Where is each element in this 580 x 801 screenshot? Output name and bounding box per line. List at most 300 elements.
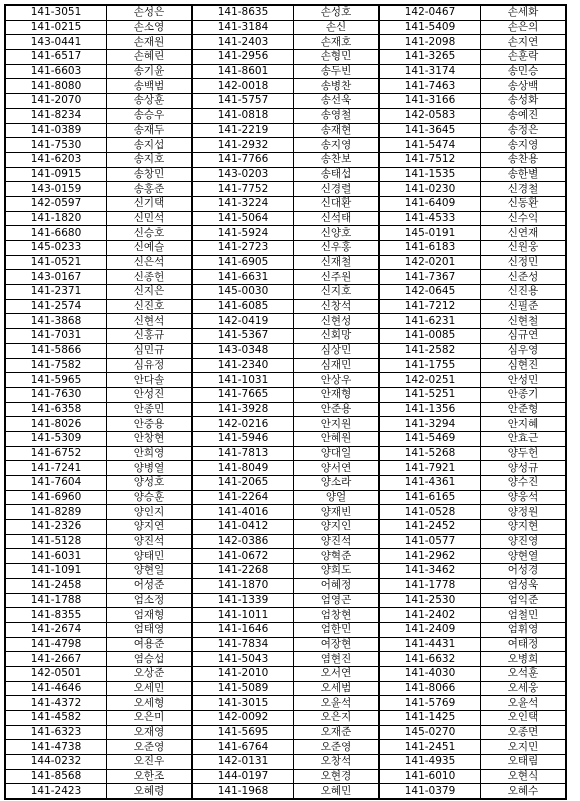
person-name-cell: 양웅석: [481, 490, 567, 505]
id-number-cell: 141-3051: [5, 5, 107, 20]
person-name-cell: 신동환: [481, 196, 567, 211]
person-name-cell: 엄익준: [481, 593, 567, 608]
id-number-cell: 141-1031: [192, 373, 294, 388]
person-name-cell: 송찬용: [481, 152, 567, 167]
table-row: [5, 490, 566, 505]
person-name-cell: 손신: [294, 20, 380, 35]
person-name-cell: 양수진: [481, 476, 567, 491]
table-row: [5, 5, 566, 20]
table-row: [5, 226, 566, 241]
id-number-cell: 142-0251: [379, 373, 481, 388]
table-row: [5, 64, 566, 79]
person-name-cell: 송정은: [481, 123, 567, 138]
id-number-cell: 141-8601: [192, 64, 294, 79]
person-name-cell: 신민석: [107, 211, 193, 226]
person-name-cell: 손재호: [294, 35, 380, 50]
id-number-cell: 141-6517: [5, 50, 107, 65]
id-number-cell: 141-3015: [192, 696, 294, 711]
id-number-cell: 141-2264: [192, 490, 294, 505]
person-name-cell: 손은의: [481, 20, 567, 35]
id-number-cell: 142-0201: [379, 255, 481, 270]
table-row: [5, 402, 566, 417]
id-number-cell: 141-5474: [379, 138, 481, 153]
person-name-cell: 오혜수: [481, 784, 567, 799]
table-row: [5, 564, 566, 579]
table-row: [5, 373, 566, 388]
person-name-cell: 여장현: [294, 637, 380, 652]
person-name-cell: 양태민: [107, 549, 193, 564]
id-number-cell: 141-4646: [5, 681, 107, 696]
id-number-cell: 141-2098: [379, 35, 481, 50]
id-number-cell: 141-2458: [5, 578, 107, 593]
id-number-cell: 141-2452: [379, 520, 481, 535]
id-number-cell: 142-0597: [5, 196, 107, 211]
id-number-cell: 141-6323: [5, 725, 107, 740]
table-row: [5, 534, 566, 549]
person-name-cell: 심우영: [481, 343, 567, 358]
table-row: [5, 769, 566, 784]
id-number-cell: 141-8568: [5, 769, 107, 784]
id-number-cell: 141-5064: [192, 211, 294, 226]
id-number-cell: 141-8234: [5, 108, 107, 123]
person-name-cell: 송한별: [481, 167, 567, 182]
person-name-cell: 양대일: [294, 446, 380, 461]
person-name-cell: 신현성: [294, 314, 380, 329]
person-name-cell: 오한조: [107, 769, 193, 784]
id-number-cell: 141-3294: [379, 417, 481, 432]
table-row: [5, 285, 566, 300]
person-name-cell: 신정민: [481, 255, 567, 270]
person-name-cell: 오은지: [294, 711, 380, 726]
table-row: [5, 20, 566, 35]
id-number-cell: 141-4030: [379, 666, 481, 681]
id-number-cell: 141-4431: [379, 637, 481, 652]
id-number-cell: 141-2070: [5, 94, 107, 109]
person-name-cell: 양지연: [107, 520, 193, 535]
id-number-cell: 141-8026: [5, 417, 107, 432]
id-number-cell: 141-0230: [379, 182, 481, 197]
person-name-cell: 안지혜: [481, 417, 567, 432]
id-number-cell: 141-2402: [379, 608, 481, 623]
id-number-cell: 141-7921: [379, 461, 481, 476]
id-number-cell: 141-5866: [5, 343, 107, 358]
id-number-cell: 141-5128: [5, 534, 107, 549]
person-name-cell: 양소라: [294, 476, 380, 491]
person-name-cell: 신진호: [107, 299, 193, 314]
id-number-cell: 144-0197: [192, 769, 294, 784]
id-number-cell: 141-0915: [5, 167, 107, 182]
id-number-cell: 141-2674: [5, 622, 107, 637]
id-number-cell: 141-7512: [379, 152, 481, 167]
person-name-cell: 안상우: [294, 373, 380, 388]
person-name-cell: 송찬보: [294, 152, 380, 167]
person-name-cell: 오병희: [481, 652, 567, 667]
id-number-cell: 141-3184: [192, 20, 294, 35]
id-number-cell: 141-2932: [192, 138, 294, 153]
id-number-cell: 142-0645: [379, 285, 481, 300]
id-number-cell: 141-1870: [192, 578, 294, 593]
person-name-cell: 신대환: [294, 196, 380, 211]
id-number-cell: 141-1425: [379, 711, 481, 726]
person-name-cell: 양혁준: [294, 549, 380, 564]
id-number-cell: 141-4361: [379, 476, 481, 491]
person-name-cell: 오은미: [107, 711, 193, 726]
table-row: [5, 196, 566, 211]
id-number-cell: 141-5469: [379, 431, 481, 446]
id-number-cell: 141-5043: [192, 652, 294, 667]
id-number-cell: 142-0386: [192, 534, 294, 549]
person-name-cell: 양진석: [294, 534, 380, 549]
person-name-cell: 안혜원: [294, 431, 380, 446]
person-name-cell: 양성규: [481, 461, 567, 476]
id-number-cell: 141-5409: [379, 20, 481, 35]
person-name-cell: 신원웅: [481, 241, 567, 256]
table-row: [5, 270, 566, 285]
id-number-cell: 141-1356: [379, 402, 481, 417]
id-number-cell: 141-0521: [5, 255, 107, 270]
table-row: [5, 138, 566, 153]
id-number-cell: 141-4738: [5, 740, 107, 755]
person-name-cell: 오혜령: [107, 784, 193, 799]
id-number-cell: 141-7031: [5, 329, 107, 344]
id-number-cell: 141-7212: [379, 299, 481, 314]
person-name-cell: 엄영곤: [294, 593, 380, 608]
id-number-cell: 141-5965: [5, 373, 107, 388]
person-name-cell: 송홍준: [107, 182, 193, 197]
id-number-cell: 141-0412: [192, 520, 294, 535]
id-number-cell: 142-0583: [379, 108, 481, 123]
id-number-cell: 141-2962: [379, 549, 481, 564]
table-row: [5, 343, 566, 358]
id-number-cell: 141-0528: [379, 505, 481, 520]
person-name-cell: 신석태: [294, 211, 380, 226]
person-name-cell: 안성진: [107, 387, 193, 402]
id-number-cell: 141-8355: [5, 608, 107, 623]
table-row: [5, 35, 566, 50]
table-row: [5, 696, 566, 711]
id-number-cell: 141-7530: [5, 138, 107, 153]
id-number-cell: 142-0216: [192, 417, 294, 432]
id-number-cell: 141-2582: [379, 343, 481, 358]
person-name-cell: 심상민: [294, 343, 380, 358]
id-number-cell: 141-7463: [379, 79, 481, 94]
id-number-cell: 141-0389: [5, 123, 107, 138]
table-row: [5, 740, 566, 755]
person-name-cell: 송상백: [481, 79, 567, 94]
table-row: [5, 461, 566, 476]
id-number-cell: 141-2667: [5, 652, 107, 667]
table-row: [5, 622, 566, 637]
table-row: [5, 666, 566, 681]
person-name-cell: 어성경: [481, 564, 567, 579]
person-name-cell: 송성화: [481, 94, 567, 109]
person-name-cell: 송승우: [107, 108, 193, 123]
person-name-cell: 신주원: [294, 270, 380, 285]
person-name-cell: 신수익: [481, 211, 567, 226]
id-number-cell: 141-1820: [5, 211, 107, 226]
id-number-cell: 142-0419: [192, 314, 294, 329]
person-name-cell: 엄소정: [107, 593, 193, 608]
person-name-cell: 송선욱: [294, 94, 380, 109]
person-name-cell: 엄재형: [107, 608, 193, 623]
person-name-cell: 송지영: [481, 138, 567, 153]
id-number-cell: 141-8049: [192, 461, 294, 476]
person-name-cell: 안재형: [294, 387, 380, 402]
id-number-cell: 143-0203: [192, 167, 294, 182]
table-row: [5, 637, 566, 652]
id-number-cell: 141-6183: [379, 241, 481, 256]
id-number-cell: 141-6680: [5, 226, 107, 241]
person-name-cell: 손지연: [481, 35, 567, 50]
person-name-cell: 오창석: [294, 755, 380, 770]
id-number-cell: 141-4935: [379, 755, 481, 770]
id-number-cell: 141-1011: [192, 608, 294, 623]
id-number-cell: 141-6358: [5, 402, 107, 417]
id-number-cell: 141-8080: [5, 79, 107, 94]
person-name-cell: 안성민: [481, 373, 567, 388]
person-name-cell: 안종기: [481, 387, 567, 402]
person-name-cell: 엄철민: [481, 608, 567, 623]
id-number-cell: 141-6631: [192, 270, 294, 285]
id-number-cell: 141-4016: [192, 505, 294, 520]
person-name-cell: 오윤석: [481, 696, 567, 711]
person-name-cell: 송상훈: [107, 94, 193, 109]
table-body: [5, 5, 566, 799]
table-row: [5, 123, 566, 138]
id-number-cell: 141-5251: [379, 387, 481, 402]
id-number-cell: 141-3265: [379, 50, 481, 65]
id-number-cell: 141-2010: [192, 666, 294, 681]
id-number-cell: 141-6231: [379, 314, 481, 329]
person-name-cell: 송지섭: [107, 138, 193, 153]
person-name-cell: 안효근: [481, 431, 567, 446]
id-number-cell: 141-2340: [192, 358, 294, 373]
id-number-cell: 141-2268: [192, 564, 294, 579]
person-name-cell: 양현열: [481, 549, 567, 564]
table-row: [5, 593, 566, 608]
person-name-cell: 안종민: [107, 402, 193, 417]
person-name-cell: 양지인: [294, 520, 380, 535]
student-list-table: [4, 4, 567, 800]
person-name-cell: 손혜린: [107, 50, 193, 65]
id-number-cell: 141-1755: [379, 358, 481, 373]
person-name-cell: 신회망: [294, 329, 380, 344]
id-number-cell: 141-2219: [192, 123, 294, 138]
table-row: [5, 608, 566, 623]
id-number-cell: 141-7604: [5, 476, 107, 491]
table-row: [5, 108, 566, 123]
id-number-cell: 141-0215: [5, 20, 107, 35]
id-number-cell: 141-7582: [5, 358, 107, 373]
id-number-cell: 141-6165: [379, 490, 481, 505]
person-name-cell: 엄태영: [107, 622, 193, 637]
person-name-cell: 신예슬: [107, 241, 193, 256]
id-number-cell: 141-5946: [192, 431, 294, 446]
person-name-cell: 신우홍: [294, 241, 380, 256]
person-name-cell: 양승훈: [107, 490, 193, 505]
id-number-cell: 141-8635: [192, 5, 294, 20]
person-name-cell: 신연재: [481, 226, 567, 241]
person-name-cell: 양성호: [107, 476, 193, 491]
person-name-cell: 오세웅: [481, 681, 567, 696]
person-name-cell: 심민규: [107, 343, 193, 358]
person-name-cell: 여태정: [481, 637, 567, 652]
person-name-cell: 오재준: [294, 725, 380, 740]
id-number-cell: 143-0348: [192, 343, 294, 358]
person-name-cell: 양두헌: [481, 446, 567, 461]
id-number-cell: 141-7367: [379, 270, 481, 285]
id-number-cell: 141-6603: [5, 64, 107, 79]
person-name-cell: 신지호: [294, 285, 380, 300]
person-name-cell: 양희도: [294, 564, 380, 579]
person-name-cell: 심재민: [294, 358, 380, 373]
person-name-cell: 오현식: [481, 769, 567, 784]
table-row: [5, 387, 566, 402]
id-number-cell: 141-5089: [192, 681, 294, 696]
id-number-cell: 141-1788: [5, 593, 107, 608]
id-number-cell: 141-6409: [379, 196, 481, 211]
table-row: [5, 431, 566, 446]
id-number-cell: 141-1535: [379, 167, 481, 182]
table-row: [5, 784, 566, 799]
table-row: [5, 476, 566, 491]
id-number-cell: 141-4533: [379, 211, 481, 226]
id-number-cell: 141-7752: [192, 182, 294, 197]
person-name-cell: 송태섭: [294, 167, 380, 182]
id-number-cell: 142-0092: [192, 711, 294, 726]
person-name-cell: 송재두: [107, 123, 193, 138]
person-name-cell: 안희영: [107, 446, 193, 461]
id-number-cell: 141-0818: [192, 108, 294, 123]
person-name-cell: 신경철: [481, 182, 567, 197]
person-name-cell: 신지은: [107, 285, 193, 300]
table-row: [5, 182, 566, 197]
person-name-cell: 송병찬: [294, 79, 380, 94]
table-row: [5, 549, 566, 564]
person-name-cell: 안중용: [107, 417, 193, 432]
id-number-cell: 141-3174: [379, 64, 481, 79]
table-row: [5, 446, 566, 461]
id-number-cell: 141-3224: [192, 196, 294, 211]
id-number-cell: 141-5268: [379, 446, 481, 461]
table-row: [5, 358, 566, 373]
person-name-cell: 안준용: [294, 402, 380, 417]
id-number-cell: 143-0167: [5, 270, 107, 285]
id-number-cell: 141-1646: [192, 622, 294, 637]
person-name-cell: 신창석: [294, 299, 380, 314]
person-name-cell: 오세형: [107, 696, 193, 711]
id-number-cell: 141-5924: [192, 226, 294, 241]
id-number-cell: 141-2530: [379, 593, 481, 608]
person-name-cell: 엄성욱: [481, 578, 567, 593]
person-name-cell: 양정원: [481, 505, 567, 520]
person-name-cell: 어혜정: [294, 578, 380, 593]
person-name-cell: 안다솔: [107, 373, 193, 388]
table-row: [5, 211, 566, 226]
person-name-cell: 양얼: [294, 490, 380, 505]
person-name-cell: 송재현: [294, 123, 380, 138]
id-number-cell: 141-3645: [379, 123, 481, 138]
id-number-cell: 141-6960: [5, 490, 107, 505]
person-name-cell: 손형민: [294, 50, 380, 65]
id-number-cell: 142-0501: [5, 666, 107, 681]
person-name-cell: 양진석: [107, 534, 193, 549]
person-name-cell: 송백범: [107, 79, 193, 94]
person-name-cell: 오윤석: [294, 696, 380, 711]
table-row: [5, 578, 566, 593]
table-row: [5, 299, 566, 314]
id-number-cell: 141-2423: [5, 784, 107, 799]
person-name-cell: 심유정: [107, 358, 193, 373]
person-name-cell: 손소영: [107, 20, 193, 35]
id-number-cell: 143-0159: [5, 182, 107, 197]
person-name-cell: 엄휘영: [481, 622, 567, 637]
id-number-cell: 141-5769: [379, 696, 481, 711]
person-name-cell: 송예진: [481, 108, 567, 123]
id-number-cell: 141-4372: [5, 696, 107, 711]
id-number-cell: 141-1339: [192, 593, 294, 608]
id-number-cell: 141-7665: [192, 387, 294, 402]
table-row: [5, 652, 566, 667]
table-row: [5, 255, 566, 270]
person-name-cell: 안창현: [107, 431, 193, 446]
person-name-cell: 오석훈: [481, 666, 567, 681]
id-number-cell: 141-3868: [5, 314, 107, 329]
id-number-cell: 141-7241: [5, 461, 107, 476]
id-number-cell: 141-5695: [192, 725, 294, 740]
id-number-cell: 141-1968: [192, 784, 294, 799]
person-name-cell: 손성호: [294, 5, 380, 20]
id-number-cell: 141-6764: [192, 740, 294, 755]
person-name-cell: 엄한민: [294, 622, 380, 637]
id-number-cell: 142-0018: [192, 79, 294, 94]
person-name-cell: 신필준: [481, 299, 567, 314]
table-row: [5, 241, 566, 256]
table-row: [5, 329, 566, 344]
id-number-cell: 141-2574: [5, 299, 107, 314]
person-name-cell: 오현경: [294, 769, 380, 784]
person-name-cell: 양진영: [481, 534, 567, 549]
table-row: [5, 417, 566, 432]
person-name-cell: 오준영: [294, 740, 380, 755]
person-name-cell: 안준형: [481, 402, 567, 417]
person-name-cell: 송지영: [294, 138, 380, 153]
person-name-cell: 오재영: [107, 725, 193, 740]
table-row: [5, 505, 566, 520]
id-number-cell: 141-6632: [379, 652, 481, 667]
id-number-cell: 141-0577: [379, 534, 481, 549]
person-name-cell: 오세민: [107, 681, 193, 696]
id-number-cell: 141-2326: [5, 520, 107, 535]
table-row: [5, 94, 566, 109]
table-row: [5, 79, 566, 94]
table-row: [5, 314, 566, 329]
person-name-cell: 양현일: [107, 564, 193, 579]
table-row: [5, 725, 566, 740]
person-name-cell: 송민승: [481, 64, 567, 79]
id-number-cell: 142-0131: [192, 755, 294, 770]
id-number-cell: 141-6752: [5, 446, 107, 461]
id-number-cell: 141-6905: [192, 255, 294, 270]
person-name-cell: 양지현: [481, 520, 567, 535]
person-name-cell: 안지원: [294, 417, 380, 432]
id-number-cell: 145-0233: [5, 241, 107, 256]
id-number-cell: 141-2451: [379, 740, 481, 755]
person-name-cell: 신홍규: [107, 329, 193, 344]
person-name-cell: 오진우: [107, 755, 193, 770]
person-name-cell: 양병열: [107, 461, 193, 476]
person-name-cell: 염현진: [294, 652, 380, 667]
